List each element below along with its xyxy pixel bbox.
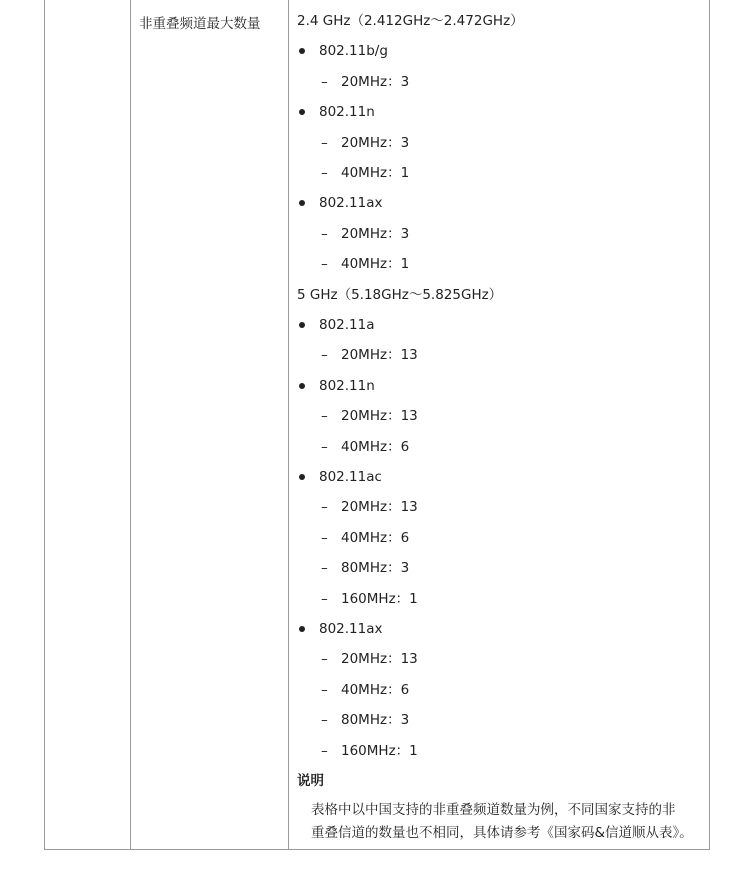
standard-name: 802.11n <box>319 377 375 394</box>
channel-width-value: 40MHz：6 <box>341 438 410 455</box>
spec-table <box>44 0 710 850</box>
note-text-line: 重叠信道的数量也不相同，具体请参考《国家码&信道顺从表》。 <box>311 825 693 842</box>
dash-icon: – <box>321 256 328 273</box>
parameter-name: 非重叠频道最大数量 <box>139 16 261 32</box>
standard-name: 802.11b/g <box>319 43 388 60</box>
channel-width-value: 20MHz：3 <box>341 134 410 151</box>
dash-icon: – <box>321 408 328 425</box>
dash-icon: – <box>321 651 328 668</box>
dash-icon: – <box>321 712 328 729</box>
dash-icon: – <box>321 681 328 698</box>
note-title: 说明 <box>297 773 324 789</box>
dash-icon: – <box>321 438 328 455</box>
dash-icon: – <box>321 225 328 242</box>
bullet-icon <box>299 322 305 328</box>
bullet-icon <box>299 626 305 632</box>
frequency-band-label: 5 GHz（5.18GHz～5.825GHz） <box>297 286 503 303</box>
column-divider <box>130 0 131 849</box>
bullet-icon <box>299 109 305 115</box>
channel-width-value: 20MHz：13 <box>341 408 418 425</box>
dash-icon: – <box>321 134 328 151</box>
standard-name: 802.11n <box>319 104 375 121</box>
dash-icon: – <box>321 590 328 607</box>
dash-icon: – <box>321 499 328 516</box>
bullet-icon <box>299 48 305 54</box>
channel-width-value: 160MHz：1 <box>341 590 418 607</box>
channel-width-value: 80MHz：3 <box>341 712 410 729</box>
standard-name: 802.11ac <box>319 469 382 485</box>
dash-icon: – <box>321 165 328 181</box>
standard-name: 802.11ax <box>319 621 383 637</box>
column-divider <box>288 0 289 849</box>
bullet-icon <box>299 383 305 389</box>
channel-width-value: 80MHz：3 <box>341 560 410 577</box>
channel-width-value: 40MHz：1 <box>341 165 410 181</box>
dash-icon: – <box>321 742 328 759</box>
channel-width-value: 40MHz：6 <box>341 681 410 698</box>
dash-icon: – <box>321 73 328 90</box>
note-text-line: 表格中以中国支持的非重叠频道数量为例，不同国家支持的非 <box>311 802 676 819</box>
channel-width-value: 20MHz：13 <box>341 347 418 364</box>
channel-width-value: 40MHz：6 <box>341 529 410 546</box>
dash-icon: – <box>321 529 328 546</box>
standard-name: 802.11a <box>319 317 375 333</box>
standard-name: 802.11ax <box>319 195 383 212</box>
bullet-icon <box>299 200 305 206</box>
dash-icon: – <box>321 347 328 364</box>
bullet-icon <box>299 474 305 480</box>
channel-width-value: 20MHz：13 <box>341 651 418 668</box>
channel-width-value: 20MHz：13 <box>341 499 418 516</box>
note-body <box>311 799 711 845</box>
channel-width-value: 20MHz：3 <box>341 225 410 242</box>
dash-icon: – <box>321 560 328 577</box>
frequency-band-label: 2.4 GHz（2.412GHz～2.472GHz） <box>297 13 524 29</box>
channel-width-value: 20MHz：3 <box>341 73 410 90</box>
channel-width-value: 40MHz：1 <box>341 256 410 273</box>
channel-width-value: 160MHz：1 <box>341 742 418 759</box>
